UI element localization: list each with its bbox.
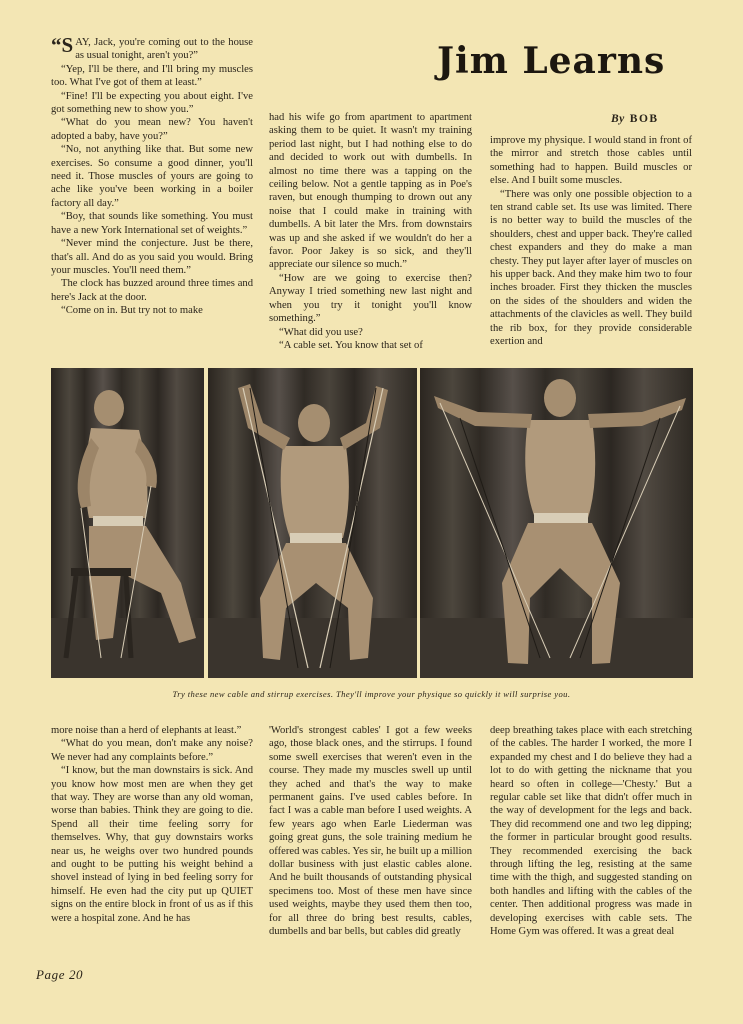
- byline-author: BOB: [629, 113, 659, 125]
- paragraph: “There was only one possible objection to a ten strand cable set. Its use was limited. There is no better way to build the muscles of the shoulders, chest and upper back. They're called chest expanders and they do make a man chesty. They put layer after layer of muscles on his upper back. And they make him two to four inches broader. First they thicken the muscles on the sides of the shoulders and widen the attachments of the clavicles as well. They build the rib box, for they provide considerable exertion and: [490, 188, 692, 348]
- paragraph: “A cable set. You know that set of: [279, 339, 423, 351]
- paragraph: The clock has buzzed around three times and here's Jack at the door.: [51, 278, 253, 303]
- paragraph: improve my physique. I would stand in front of the mirror and stretch those cables until something had to happen. Build muscles or else. And I built some muscles.: [490, 135, 692, 187]
- paragraph: “What do you mean new? You haven't adopted a baby, have you?”: [51, 117, 253, 142]
- top-column-3: [490, 134, 692, 349]
- paragraph: “Come on in. But try not to make: [61, 305, 203, 317]
- paragraph: “Never mind the conjecture. Just be there, that's all. And do as you said you would. Bring your muscles. You'll need them.”: [51, 238, 253, 276]
- photo-caption: Try these new cable and stirrup exercises. They'll improve your physique so quickly it will surprise you.: [172, 689, 571, 699]
- paragraph: “What do you mean, don't make any noise? We never had any complaints before.”: [51, 738, 253, 763]
- top-column-1: [51, 33, 253, 318]
- paragraph: more noise than a herd of elephants at least.”: [51, 725, 242, 736]
- top-column-2: [269, 111, 472, 352]
- bottom-column-3: [490, 724, 692, 939]
- paragraph: “Boy, that sounds like something. You must have a new York International set of weights.”: [51, 211, 253, 236]
- paragraph: had his wife go from apartment to apartment asking them to be quiet. It wasn't my training period last night, but I had nothing else to do and decided to work out with dumbells. In almost no time there was a tapping on the ceiling below. Not a gentle tapping as in Poe's raven, but enough thumping to drown out any noise that I could make in training with dumbells. A bit later the Mrs. from downstairs was up and she asked if we wouldn't do her a favor. Poor Jakey is so sick, and they'll appreciate our silence so much.”: [269, 112, 472, 271]
- photo-seated-cable-curl: [51, 368, 204, 678]
- paragraph: deep breathing takes place with each stretching of the cables. The harder I worked, the more I expanded my chest and I do believe they had a lot to do with getting the nickname that you heard so often in college—'Chesty.' But a regular cable set like that didn't offer much in the way of development for the legs and back. They did recommend one and two leg dipping; the former in particular brought good results. They recommended exercising the back through lifting the leg, resisting at the same time with the thigh, and suggested standing on both handles and lifting with the cables of the center. Then additional progress was made in developing exercises with cable sets. The Home Gym was offered. It was a great deal: [490, 725, 692, 938]
- paragraph: “No, not anything like that. But some new exercises. So consume a good dinner, you'll need it. Those muscles of yours are going to ache like you've been working in a boiler factory all day.”: [51, 144, 253, 209]
- drop-cap: “S: [51, 33, 74, 57]
- photo-overhead-cable-press: [208, 368, 417, 678]
- paragraph: “What did you use?: [279, 326, 363, 338]
- byline-by: By: [611, 113, 625, 125]
- photo-lateral-cable-raise: [420, 368, 693, 678]
- paragraph: “I know, but the man downstairs is sick. And you know how most men are when they get that way. They are worse than any old woman, worse than babies. Think they are going to die. Spend all their time feeling sorry for themselves. Why, that guy downstairs works near us, he weighs over two hundred pounds and ought to be putting his weight behind a shovel instead of lying in bed feeling sorry for himself. He even had the city put up QUIET signs on the entire block in front of us as if this were a hospital zone. And he has: [51, 765, 253, 924]
- photo-figure-3: [420, 368, 693, 678]
- article-title: Jim Learns: [437, 40, 666, 82]
- paragraph: 'World's strongest cables' I got a few weeks ago, those black ones, and the stirrups. I found some swell exercises that weren't even in the course. They made my muscles swell up until they ached and that's the way to make permanent gains. I've used cables before. In fact I was a cable man before I used weights. A few years ago when Earle Liederman was going great guns, the sole training medium he offered was cables. Yes sir, he built up a million dollar business with just elastic cables alone. And he built thousands of outstanding physical specimens too. Most of these men have since used weights, maybe they used them then too, for all three do bring best results, cables, dumbells and bar bells, but cables did greatly: [269, 725, 472, 938]
- paragraph: “How are we going to exercise then? Anyway I tried something new last night and when you try it tonight you'll know something.”: [269, 272, 472, 325]
- photo-figure-1: [51, 368, 204, 678]
- page-number: Page 20: [36, 967, 84, 982]
- bottom-column-2: [269, 724, 472, 939]
- photo-figure-2: [208, 368, 417, 678]
- paragraph: “Fine! I'll be expecting you about eight. I've got something new to show you.”: [51, 90, 253, 116]
- opening-paragraph: “SAY, Jack, you're coming out to the house as usual tonight, aren't you?”: [51, 33, 253, 62]
- byline: [611, 113, 659, 125]
- bottom-column-1: [51, 724, 253, 925]
- paragraph: “Yep, I'll be there, and I'll bring my muscles too. What I've got of them at least.”: [51, 63, 253, 89]
